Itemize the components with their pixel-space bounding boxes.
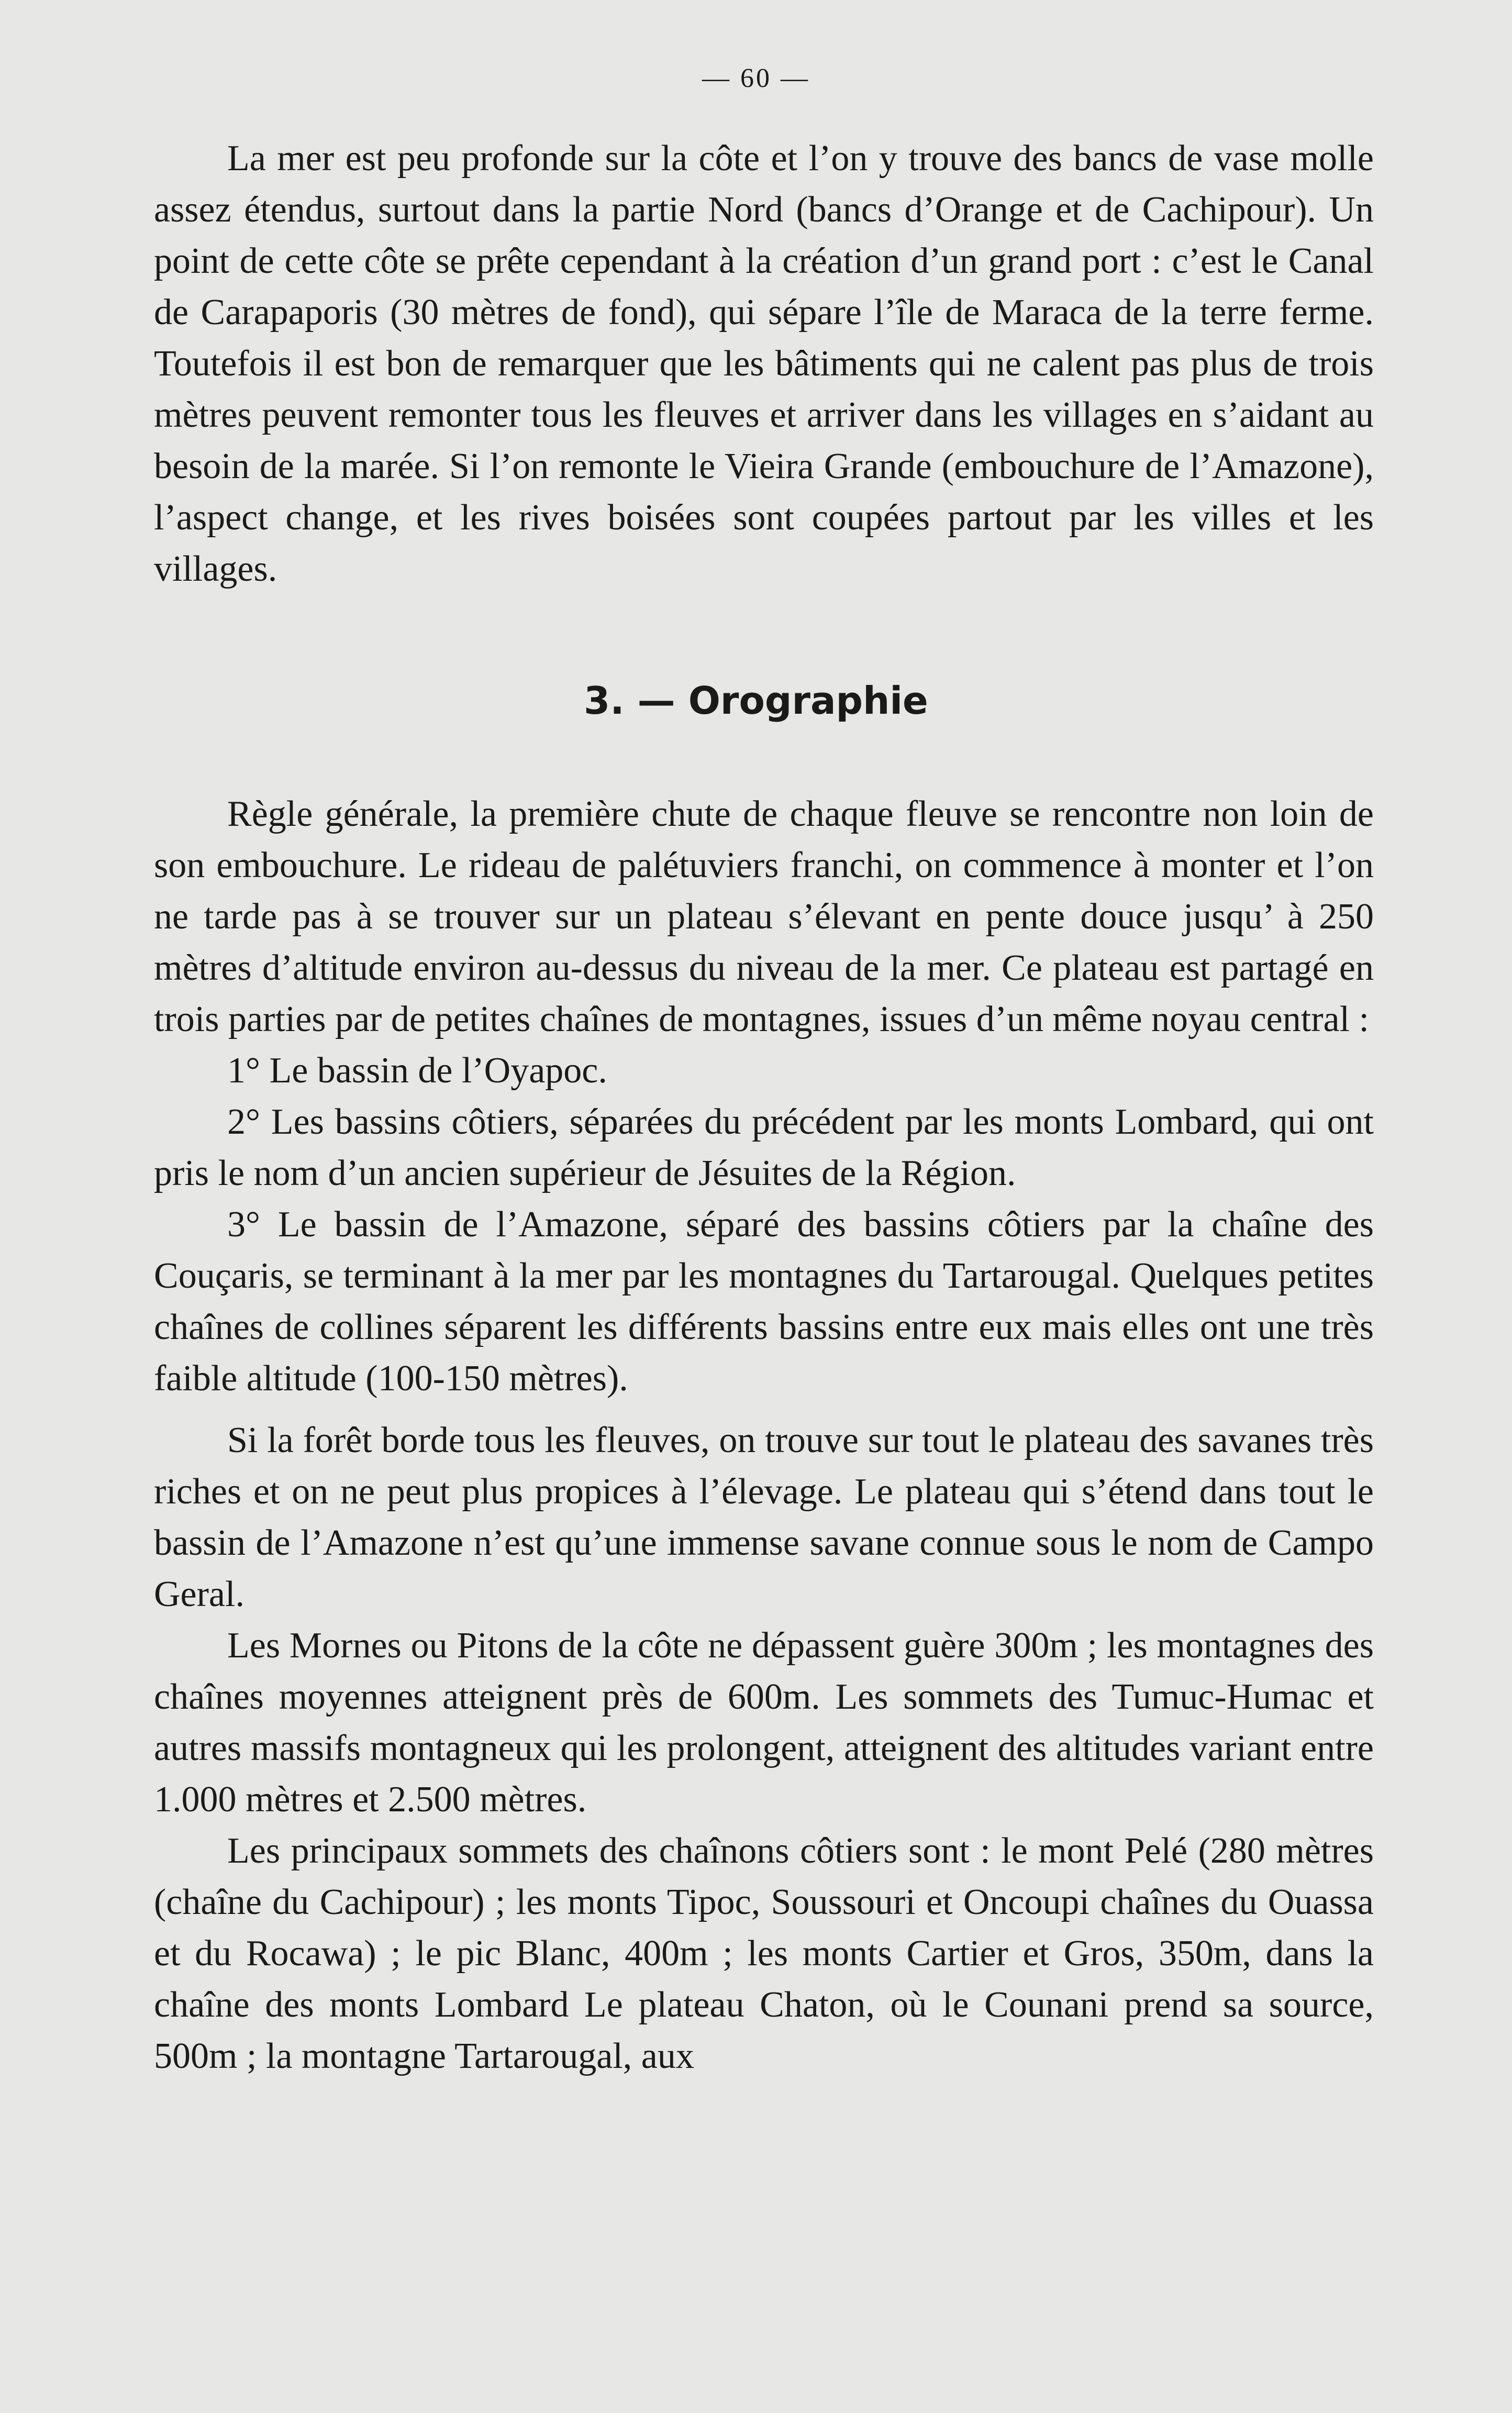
paragraph-sommets: Les principaux sommets des chaînons côtiers sont : le mont Pelé (280 mètres (chaîne du Cachipour) ; les monts Tipoc, Soussouri et Oncoupi chaînes du Ouassa et du Rocawa) ; le pic Blanc, 400m ; les monts Cartier et Gros, 350m, dans la chaîne des monts Lombard Le plateau Chaton, où le Counani prend sa source, 500m ; la montagne Tartarougal, aux [154, 1831, 1374, 2076]
text-block-main [154, 789, 1374, 2082]
text-block-top [154, 133, 1374, 595]
paragraph-coast: La mer est peu profonde sur la côte et l’on y trouve des bancs de vase molle assez étendus, surtout dans la partie Nord (bancs d’Orange et de Cachipour). Un point de cette côte se prête cependant à la création d’un grand port : c’est le Canal de Carapaporis (30 mètres de fond), qui sépare l’île de Maraca de la terre ferme. Toutefois il est bon de remarquer que les bâtiments qui ne calent pas plus de trois mètres peuvent remonter tous les fleuves et arriver dans les villages en s’aidant au besoin de la marée. Si l’on remonte le Vieira Grande (embouchure de l’Amazone), l’aspect change, et les rives boisées sont coupées partout par les villes et les villages. [154, 138, 1374, 589]
page-number: — 60 — [702, 63, 810, 93]
section-heading: 3. — Orographie [584, 679, 928, 723]
paragraph-savanes: Si la forêt borde tous les fleuves, on trouve sur tout le plateau des savanes très riches et on ne peut plus propices à l’élevage. Le plateau qui s’étend dans tout le bassin de l’Amazone n’est qu’une immense savane connue sous le nom de Campo Geral. [154, 1420, 1374, 1614]
paragraph-plateau: Règle générale, la première chute de chaque fleuve se rencontre non loin de son embouchure. Le rideau de palétuviers franchi, on commence à monter et l’on ne tarde pas à se trouver sur un plateau s’élevant en pente douce jusqu’ à 250 mètres d’altitude environ au-dessus du niveau de la mer. Ce plateau est partagé en trois parties par de petites chaînes de montagnes, issues d’un même noyau central : [154, 794, 1374, 1039]
paragraph-altitudes: Les Mornes ou Pitons de la côte ne dépassent guère 300m ; les montagnes des chaînes moyennes atteignent près de 600m. Les sommets des Tumuc-Humac et autres massifs montagneux qui les prolongent, atteignent des altitudes variant entre 1.000 mètres et 2.500 mètres. [154, 1625, 1374, 1820]
list-item-coastal-basins: 2° Les bassins côtiers, séparées du précédent par les monts Lombard, qui ont pris le nom d’un ancien supérieur de Jésuites de la Région. [154, 1102, 1374, 1193]
list-item-amazon-basin: 3° Le bassin de l’Amazone, séparé des bassins côtiers par la chaîne des Couçaris, se terminant à la mer par les montagnes du Tartarougal. Quelques petites chaînes de collines séparent les différents bassins entre eux mais elles ont une très faible altitude (100-150 mètres). [154, 1204, 1374, 1399]
list-item-oyapoc: 1° Le bassin de l’Oyapoc. [227, 1050, 607, 1091]
